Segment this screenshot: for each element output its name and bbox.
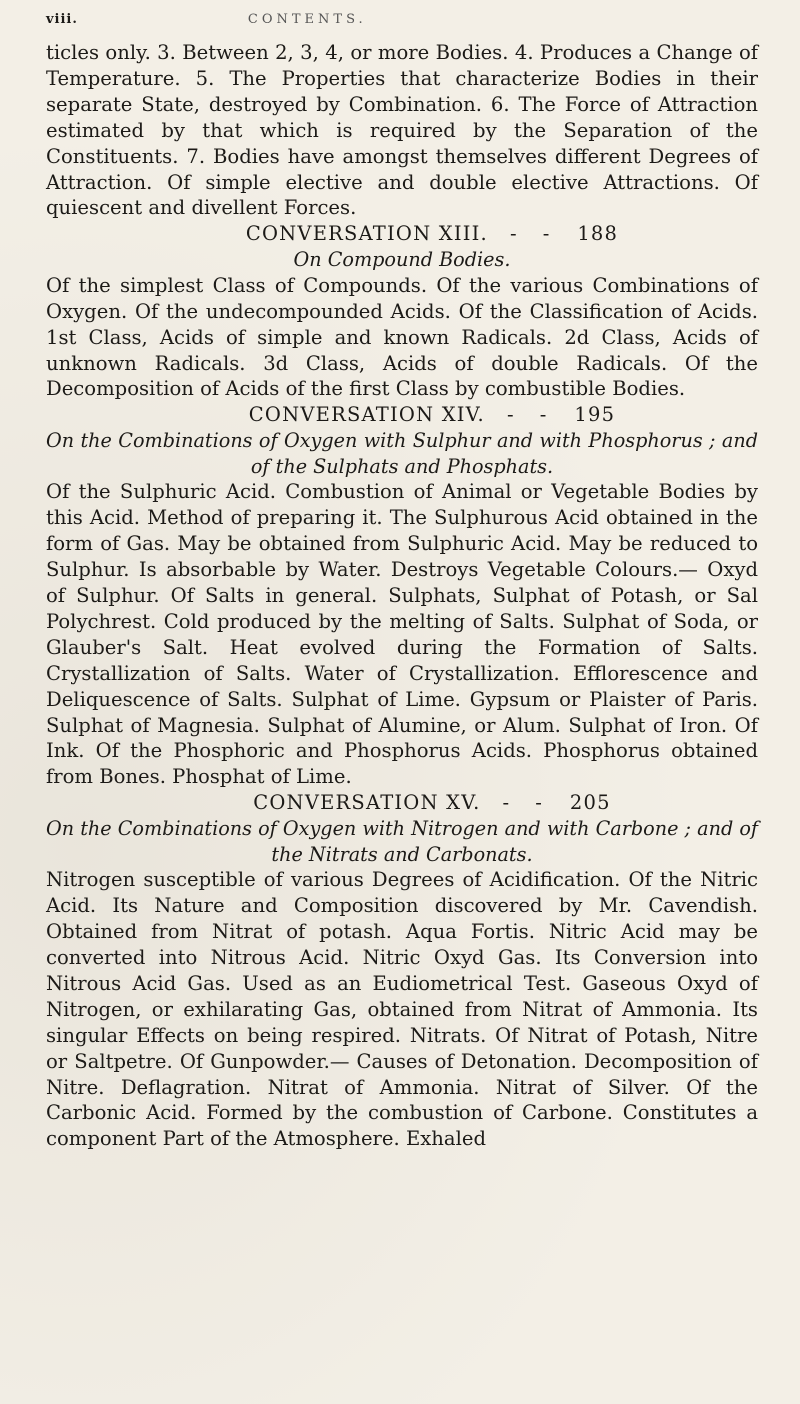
page-reference: 195	[574, 403, 616, 427]
conversation-title: CONVERSATION XIII.	[245, 222, 488, 246]
conversation-summary: Of the Sulphuric Acid. Combustion of Animal or Vegetable Bodies by this Acid. Method of preparing it. The Sulphurous Acid obtained in the form of Gas. May be obtained from Sulphuric Acid. May be reduced to Sulphur. Is absorbable by Water. Destroys Vegetable Colours.— Oxyd of Sulphur. Of Salts in general. Sulphats, Sulphat of Potash, or Sal Polychrest. Cold produced by the melting of Salts. Sulphat of Soda, or Glauber's Salt. Heat evolved during the Formation of Salts. Crystallization of Salts. Water of Crystallization. Efflorescence and Deliquescence of Salts. Sulphat of Lime. Gypsum or Plaister of Paris. Sulphat of Magnesia. Sulphat of Alumine, or Alum. Sulphat of Iron. Of Ink. Of the Phosphoric and Phosphorus Acids. Phosphorus obtained from Bones. Phosphat of Lime.	[46, 480, 758, 789]
conversation-summary: Nitrogen susceptible of various Degrees of Acidification. Of the Nitric Acid. Its Nature and Composition discovered by Mr. Cavendish. Obtained from Nitrat of potash. Aqua Fortis. Nitric Acid may be converted into Nitrous Acid. Nitric Oxyd Gas. Its Conversion into Nitrous Acid Gas. Used as an Eudiometrical Test. Gaseous Oxyd of Nitrogen, or exhilarating Gas, obtained from Nitrat of Ammonia. Its singular Effects on being respired. Nitrats. Of Nitrat of Potash, Nitre or Saltpetre. Of Gunpowder.— Causes of Detonation. Decomposition of Nitre. Deflagration. Nitrat of Ammonia. Nitrat of Silver. Of the Carbonic Acid. Formed by the combustion of Carbone. Constitutes a component Part of the Atmosphere. Exhaled	[46, 868, 758, 1151]
leader-dashes: - -	[509, 222, 560, 246]
conversation-heading-13	[46, 221, 758, 247]
conversation-subtitle: On Compound Bodies.	[293, 248, 511, 272]
leader-dashes: - -	[506, 403, 557, 427]
running-head	[46, 12, 758, 40]
leader-dashes: - -	[502, 791, 552, 815]
conversation-summary: Of the simplest Class of Compounds. Of the various Combinations of Oxygen. Of the undecompounded Acids. Of the Classification of Acids. 1st Class, Acids of simple and known Radicals. 2d Class, Acids of unknown Radicals. 3d Class, Acids of double Radicals. Of the Decomposition of Acids of the first Class by combustible Bodies.	[46, 273, 758, 401]
conversation-title: CONVERSATION XV.	[253, 791, 481, 815]
conversation-heading-15	[46, 790, 758, 816]
conversation-subtitle: On the Combinations of Oxygen with Sulphur and with Phosphorus ; and of the Sulphats and Phosphats.	[46, 429, 758, 478]
page-reference: 205	[569, 791, 611, 815]
running-title: CONTENTS.	[247, 12, 367, 27]
page-folio: viii.	[46, 12, 78, 27]
conversation-subtitle: On the Combinations of Oxygen with Nitrogen and with Carbone ; and of the Nitrats and Carbonats.	[46, 817, 758, 866]
conversation-heading-14	[46, 402, 758, 428]
continued-paragraph: ticles only. 3. Between 2, 3, 4, or more Bodies. 4. Produces a Change of Temperature. 5. The Properties that characterize Bodies in their separate State, destroyed by Combination. 6. The Force of Attraction estimated by that which is required by the Separation of the Constituents. 7. Bodies have amongst themselves different Degrees of Attraction. Of simple elective and double elective Attractions. Of quiescent and divellent Forces.	[46, 41, 758, 220]
page-reference: 188	[577, 222, 619, 246]
conversation-title: CONVERSATION XIV.	[248, 403, 485, 427]
